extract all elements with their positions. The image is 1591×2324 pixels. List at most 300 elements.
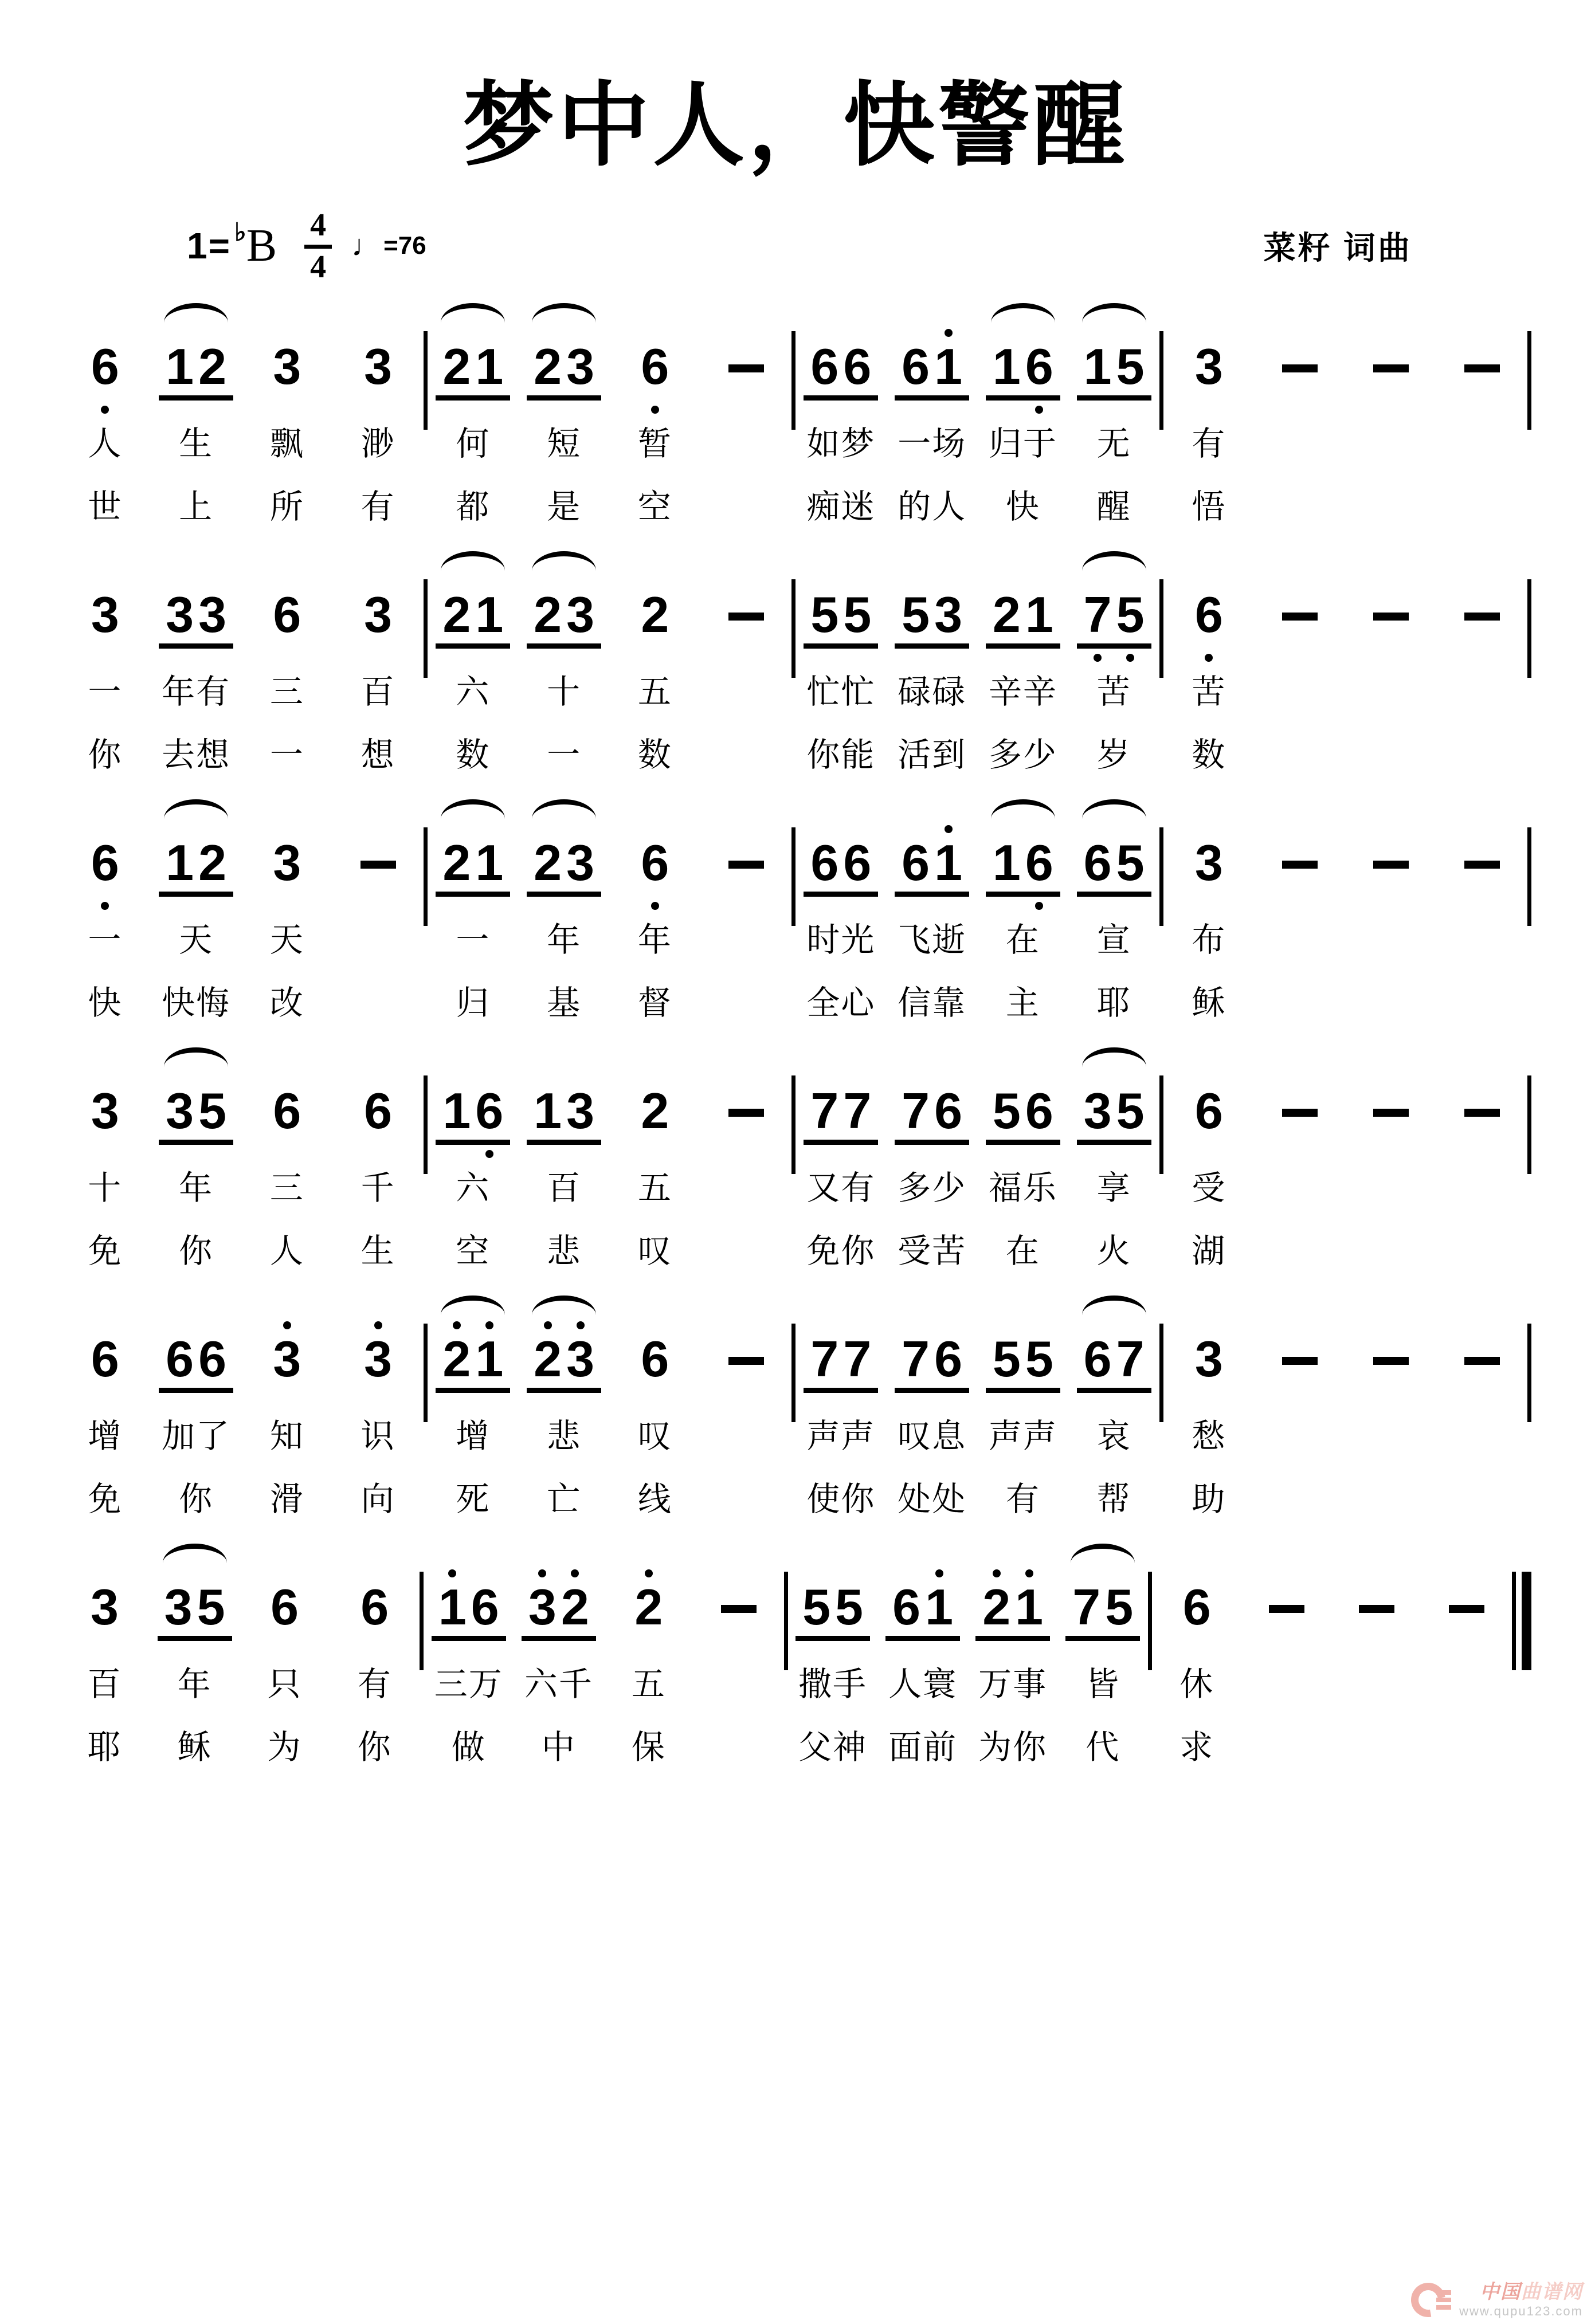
- note-digit: 1: [992, 338, 1021, 395]
- lyric-verse2-syllable: [1346, 983, 1437, 1022]
- slur-arc: [1082, 799, 1146, 824]
- note-digit: 3: [526, 1582, 559, 1632]
- duration-dash: [1373, 861, 1409, 869]
- slur-arc: [441, 303, 505, 328]
- note-digit: 1: [992, 834, 1021, 891]
- lyric-verse2-syllable: 在: [1005, 1232, 1040, 1270]
- note-digits: [1444, 1582, 1489, 1641]
- note-group: [878, 1549, 968, 1766]
- note-digits: [1460, 341, 1504, 401]
- note-group: [1346, 556, 1437, 774]
- note-digits: [895, 338, 969, 401]
- duration-dash: [728, 1357, 764, 1365]
- lyric-verse1-syllable: 福乐: [988, 1169, 1057, 1207]
- lyric-verse1-syllable: 增: [88, 1418, 123, 1455]
- lyric-verse2-syllable: [332, 983, 424, 1022]
- score-body: [0, 308, 1591, 1766]
- note-digit: 6: [360, 1579, 389, 1635]
- note-group: [519, 804, 610, 1022]
- octave-dot-high: [485, 1321, 493, 1329]
- lyric-verse2-syllable: 世: [88, 488, 123, 526]
- note-group: [151, 556, 242, 774]
- barline: [1159, 1324, 1163, 1422]
- lyric-verse2-syllable: 所: [269, 488, 304, 526]
- lyric-verse1-syllable: 知: [269, 1418, 304, 1455]
- lyric-verse1-syllable: [1255, 1416, 1346, 1455]
- note-digits: [527, 586, 601, 649]
- note-digit: 1: [1013, 1582, 1045, 1632]
- note-group: [887, 804, 978, 1022]
- barline: [791, 1075, 796, 1174]
- note-digit: 3: [91, 1579, 119, 1635]
- barline: [424, 579, 428, 678]
- note-group: [1163, 556, 1255, 774]
- note-group: [610, 804, 701, 1022]
- lyric-verse2-syllable: [700, 486, 791, 525]
- note-group: [788, 1549, 878, 1766]
- barline: [424, 1075, 428, 1174]
- lyric-verse2-syllable: 有: [360, 488, 395, 526]
- note-digit: 6: [473, 1086, 505, 1136]
- note-digits: [895, 1330, 969, 1393]
- lyric-verse2-syllable: 上: [179, 488, 214, 526]
- slur-arc: [441, 799, 505, 824]
- note-digit: 6: [91, 1330, 119, 1387]
- note-digit: 7: [810, 1330, 839, 1387]
- lyric-verse1-syllable: 人: [88, 425, 123, 463]
- note-digit: 2: [442, 834, 471, 891]
- lyric-verse2-syllable: [1436, 983, 1527, 1022]
- lyric-verse2-syllable: [700, 735, 791, 774]
- lyric-verse2-syllable: 免: [88, 1232, 123, 1270]
- lyric-verse1-syllable: 归于: [988, 425, 1057, 463]
- note-digits: [1077, 834, 1151, 897]
- note-digits: [1460, 838, 1504, 897]
- note-digit: 6: [902, 834, 930, 891]
- lyric-verse2-syllable: 求: [1179, 1729, 1214, 1766]
- lyric-verse2-syllable: [1242, 1727, 1332, 1766]
- note-digits: [266, 1082, 308, 1145]
- slur-arc: [991, 303, 1055, 328]
- note-digits: [1176, 1579, 1218, 1641]
- lyric-verse2-syllable: 岁: [1096, 736, 1131, 774]
- slur-arc: [164, 303, 228, 328]
- note-group: [151, 308, 242, 525]
- note-digits: [527, 1082, 601, 1145]
- note-digits: [1354, 1582, 1399, 1641]
- octave-dot-high: [571, 1569, 579, 1577]
- duration-dash: [1373, 1109, 1409, 1117]
- octave-dot-high: [448, 1569, 456, 1577]
- barline: [1527, 1324, 1531, 1422]
- lyric-verse2-syllable: 数: [637, 736, 672, 774]
- note-group: [700, 804, 791, 1022]
- note-digit: 1: [166, 338, 194, 395]
- note-group: [796, 1301, 887, 1518]
- lyric-verse2-syllable: 稣: [1192, 984, 1226, 1022]
- lyric-verse2-syllable: 你: [88, 736, 123, 774]
- lyric-verse2-syllable: 督: [637, 984, 672, 1022]
- note-digit: 5: [197, 1579, 225, 1635]
- lyric-verse2-syllable: [1332, 1727, 1422, 1766]
- note-digit: 3: [364, 586, 393, 643]
- note-digits: [1369, 1086, 1413, 1145]
- lyric-verse1-syllable: [1436, 1416, 1527, 1455]
- note-digit: 6: [89, 341, 122, 392]
- note-digit: 5: [810, 586, 839, 643]
- score-header: [0, 203, 1591, 289]
- octave-dot-low: [1094, 654, 1102, 662]
- lyric-verse1-syllable: 享: [1096, 1169, 1131, 1207]
- note-digits: [1277, 341, 1322, 401]
- note-digits: [986, 338, 1060, 401]
- note-digit: 6: [198, 1330, 227, 1387]
- lyric-verse2-syllable: [1255, 1231, 1346, 1270]
- barline: [424, 827, 428, 926]
- barline: [791, 1324, 796, 1422]
- lyric-verse2-syllable: 火: [1096, 1232, 1131, 1270]
- note-digit: 3: [166, 586, 194, 643]
- note-digit: 1: [436, 1582, 469, 1632]
- barline: [791, 579, 796, 678]
- note-digits: [436, 834, 510, 897]
- watermark-url: www.qupu123.com: [1459, 2304, 1583, 2318]
- lyric-verse1-syllable: 三: [269, 673, 304, 711]
- note-digits: [1460, 1334, 1504, 1393]
- lyric-verse2-syllable: 悲: [547, 1232, 582, 1270]
- octave-dot-low: [651, 902, 659, 910]
- lyric-verse1-syllable: 只: [267, 1666, 302, 1703]
- lyric-verse1-syllable: 六: [456, 673, 491, 711]
- octave-dot-low: [1035, 902, 1043, 910]
- note-digit: 6: [810, 338, 839, 395]
- note-group: [60, 308, 151, 525]
- octave-dot-high: [945, 825, 953, 833]
- note-group: [700, 1053, 791, 1270]
- note-group: [1346, 1053, 1437, 1270]
- note-group: [150, 1549, 240, 1766]
- note-group: [700, 308, 791, 525]
- note-group: [60, 1549, 150, 1766]
- note-digits: [84, 1082, 126, 1145]
- octave-dot-high: [374, 1321, 382, 1329]
- lyric-verse2-syllable: 线: [637, 1481, 672, 1518]
- note-digits: [634, 1330, 676, 1393]
- note-group: [604, 1549, 693, 1766]
- octave-dot-high: [645, 1569, 653, 1577]
- duration-dash: [728, 613, 764, 621]
- barline: [424, 1324, 428, 1422]
- flat-sign-icon: ♭: [234, 218, 246, 246]
- note-group: [796, 308, 887, 525]
- note-group: [60, 804, 151, 1022]
- note-group: [796, 1053, 887, 1270]
- lyric-verse2-syllable: 湖: [1192, 1232, 1226, 1270]
- lyric-verse1-syllable: 何: [456, 425, 491, 463]
- note-group: [1058, 1549, 1148, 1766]
- lyric-verse1-syllable: 辛辛: [988, 673, 1057, 711]
- lyric-verse2-syllable: 面前: [888, 1729, 958, 1766]
- note-group: [1255, 804, 1346, 1022]
- note-group: [1255, 556, 1346, 774]
- note-digits: [724, 590, 769, 649]
- lyric-verse1-syllable: 有: [357, 1666, 392, 1703]
- note-digits: [266, 834, 308, 897]
- lyric-verse2-syllable: 中: [541, 1729, 576, 1766]
- lyric-verse2-syllable: 改: [269, 984, 304, 1022]
- note-digit: 3: [566, 1082, 595, 1139]
- lyric-verse2-syllable: 一: [269, 736, 304, 774]
- duration-dash: [1464, 364, 1500, 372]
- note-digits: [986, 1330, 1060, 1393]
- lyric-verse1-syllable: [1332, 1664, 1422, 1703]
- note-digits: [159, 834, 233, 897]
- lyric-verse1-syllable: 撒手: [798, 1666, 868, 1703]
- duration-dash: [728, 861, 764, 869]
- note-digit: 2: [632, 1582, 665, 1632]
- note-digits: [522, 1579, 596, 1641]
- lyric-verse2-syllable: 亡: [547, 1481, 582, 1518]
- lyric-verse1-syllable: 皆: [1086, 1666, 1120, 1703]
- note-group: [242, 556, 333, 774]
- watermark-brand: 中国曲谱网: [1480, 2280, 1583, 2303]
- barline: [1148, 1572, 1152, 1670]
- octave-dot-high: [453, 1321, 461, 1329]
- note-digit: 3: [91, 1082, 119, 1139]
- note-digit: 6: [271, 1579, 299, 1635]
- note-digits: [634, 1082, 676, 1145]
- time-signature: [304, 209, 332, 283]
- lyric-verse1-syllable: [1436, 423, 1527, 462]
- note-group: [1255, 1053, 1346, 1270]
- slur-arc: [1082, 551, 1146, 576]
- lyric-verse1-syllable: 无: [1096, 425, 1131, 463]
- lyric-verse2-syllable: 耶: [1096, 984, 1131, 1022]
- note-group: [1436, 804, 1527, 1022]
- note-digit: 1: [1025, 586, 1053, 643]
- note-group: [1163, 308, 1255, 525]
- note-digits: [432, 1579, 506, 1641]
- note-digit: 2: [198, 834, 227, 891]
- note-digit: 2: [531, 1334, 564, 1384]
- note-digits: [1188, 586, 1230, 649]
- lyric-verse1-syllable: [693, 1664, 783, 1703]
- note-digit: 7: [843, 1330, 872, 1387]
- octave-dot-high: [993, 1569, 1001, 1577]
- note-digits: [1369, 1334, 1413, 1393]
- note-digits: [159, 1330, 233, 1393]
- note-group: [610, 308, 701, 525]
- sheet-music-page: [0, 73, 1591, 2323]
- lyric-verse2-syllable: [1346, 486, 1437, 525]
- lyric-verse2-syllable: 归: [456, 984, 491, 1022]
- note-digits: [804, 1082, 878, 1145]
- lyric-verse2-syllable: [1436, 1231, 1527, 1270]
- lyric-verse1-syllable: 碌碌: [898, 673, 967, 711]
- note-group: [1163, 1053, 1255, 1270]
- lyric-verse1-syllable: 识: [360, 1418, 395, 1455]
- note-digit: 5: [198, 1082, 227, 1139]
- lyric-verse2-syllable: 有: [1005, 1481, 1040, 1518]
- lyric-verse2-syllable: 滑: [269, 1481, 304, 1518]
- lyric-verse1-syllable: [1255, 672, 1346, 710]
- barline: [791, 331, 796, 430]
- note-digits: [436, 586, 510, 649]
- lyric-verse1-syllable: 年: [637, 921, 672, 959]
- note-digits: [1369, 341, 1413, 401]
- note-digit: 3: [566, 586, 595, 643]
- duration-dash: [1359, 1605, 1394, 1613]
- lyric-verse2-syllable: 醒: [1096, 488, 1131, 526]
- duration-dash: [1373, 1357, 1409, 1365]
- lyric-verse1-syllable: 五: [637, 1169, 672, 1207]
- lyric-verse2-syllable: 为你: [978, 1729, 1048, 1766]
- lyric-verse1-syllable: 声声: [806, 1418, 876, 1455]
- note-digit: 3: [1194, 834, 1223, 891]
- note-group: [1242, 1549, 1332, 1766]
- lyric-verse2-syllable: [1436, 1479, 1527, 1518]
- lyric-verse2-syllable: [693, 1727, 783, 1766]
- barline: [1527, 331, 1531, 430]
- note-group: [519, 1053, 610, 1270]
- barline: [1159, 331, 1163, 430]
- time-signature-denominator: 4: [310, 249, 327, 285]
- lyric-verse2-syllable: 你: [179, 1232, 214, 1270]
- lyric-verse1-syllable: 宣: [1096, 921, 1131, 959]
- note-digits: [84, 586, 126, 649]
- music-system-6: [0, 1549, 1591, 1766]
- lyric-verse2-syllable: 痴迷: [806, 488, 876, 526]
- lyric-verse2-syllable: 为: [267, 1729, 302, 1766]
- duration-dash: [1282, 364, 1318, 372]
- note-digits: [356, 838, 401, 897]
- lyric-verse2-syllable: 空: [456, 1232, 491, 1270]
- music-system-5: [0, 1301, 1591, 1518]
- note-group: [60, 1053, 151, 1270]
- note-digit: 1: [475, 338, 504, 395]
- lyric-verse1-syllable: 飘: [269, 425, 304, 463]
- note-digits: [804, 1330, 878, 1393]
- note-digits: [804, 834, 878, 897]
- barline: [1159, 827, 1163, 926]
- lyric-verse2-syllable: 你能: [806, 736, 876, 774]
- octave-dot-low: [101, 406, 109, 414]
- qupu-logo-icon: [1411, 2283, 1451, 2317]
- note-digit: 2: [534, 834, 562, 891]
- slur-arc: [1082, 1047, 1146, 1072]
- octave-dot-low: [101, 902, 109, 910]
- tempo-marking: [351, 231, 426, 261]
- octave-dot-high: [1025, 1569, 1033, 1577]
- lyric-verse2-syllable: 生: [360, 1232, 395, 1270]
- note-group: [978, 1301, 1069, 1518]
- octave-dot-high: [538, 1569, 546, 1577]
- lyric-verse2-syllable: 死: [456, 1481, 491, 1518]
- note-digit: 7: [1116, 1330, 1145, 1387]
- note-digit: 2: [559, 1582, 591, 1632]
- note-group: [424, 1549, 514, 1766]
- lyric-verse1-syllable: 天: [269, 921, 304, 959]
- note-digit: 2: [641, 1082, 669, 1139]
- note-group: [887, 1301, 978, 1518]
- octave-dot-high: [283, 1321, 291, 1329]
- lyric-verse2-syllable: 向: [360, 1481, 395, 1518]
- note-group: [610, 556, 701, 774]
- note-digit: 3: [91, 586, 119, 643]
- tempo-value: =76: [383, 231, 426, 260]
- lyric-verse1-syllable: [1346, 672, 1437, 710]
- lyric-verse1-syllable: 百: [547, 1169, 582, 1207]
- lyric-verse2-syllable: [1436, 735, 1527, 774]
- note-group: [1346, 1301, 1437, 1518]
- note-group: [700, 1301, 791, 1518]
- lyric-verse1-syllable: 忙忙: [806, 673, 876, 711]
- note-digits: [634, 338, 676, 401]
- slur-arc: [441, 1296, 505, 1320]
- note-digit: 5: [843, 586, 872, 643]
- note-digits: [1077, 1330, 1151, 1393]
- note-digits: [84, 1579, 126, 1641]
- lyric-verse2-syllable: [1255, 1479, 1346, 1518]
- note-group: [1436, 1301, 1527, 1518]
- lyric-verse1-syllable: [700, 1416, 791, 1455]
- note-digit: 6: [843, 338, 872, 395]
- note-digits: [724, 1334, 769, 1393]
- note-digits: [84, 834, 126, 897]
- note-digit: 7: [843, 1082, 872, 1139]
- music-system-2: [0, 556, 1591, 774]
- note-digits: [264, 1579, 305, 1641]
- note-digits: [84, 1330, 126, 1393]
- time-signature-numerator: 4: [304, 209, 332, 249]
- lyric-verse2-syllable: 一: [547, 736, 582, 774]
- lyric-verse1-syllable: 三: [269, 1169, 304, 1207]
- note-group: [151, 1053, 242, 1270]
- lyric-verse1-syllable: 布: [1192, 921, 1226, 959]
- lyric-verse2-syllable: 活到: [898, 736, 967, 774]
- lyric-verse2-syllable: 父神: [798, 1729, 868, 1766]
- note-group: [978, 308, 1069, 525]
- note-digits: [724, 341, 769, 401]
- lyric-verse1-syllable: 百: [87, 1666, 122, 1703]
- barline: [1159, 579, 1163, 678]
- lyric-verse1-syllable: 年: [177, 1666, 212, 1703]
- lyric-verse1-syllable: [700, 672, 791, 710]
- octave-dot-high: [577, 1321, 585, 1329]
- lyric-verse1-syllable: 有: [1192, 425, 1226, 463]
- duration-dash: [1269, 1605, 1304, 1613]
- note-digit: 6: [471, 1579, 499, 1635]
- note-digits: [266, 338, 308, 401]
- note-digit: 6: [166, 1330, 194, 1387]
- duration-dash: [1464, 1109, 1500, 1117]
- note-digits: [84, 338, 126, 401]
- lyric-verse1-syllable: 渺: [360, 425, 395, 463]
- barline: [1527, 579, 1531, 678]
- lyric-verse1-syllable: [1436, 672, 1527, 710]
- lyric-verse2-syllable: [1436, 486, 1527, 525]
- lyric-verse1-syllable: 苦: [1192, 673, 1226, 711]
- lyric-verse2-syllable: 信靠: [898, 984, 967, 1022]
- note-digit: 7: [902, 1330, 930, 1387]
- note-digit: 5: [1116, 1082, 1145, 1139]
- note-group: [1255, 1301, 1346, 1518]
- slur-arc: [1082, 303, 1146, 328]
- note-group: [242, 1301, 333, 1518]
- octave-dot-low: [1126, 654, 1134, 662]
- duration-dash: [1282, 1109, 1318, 1117]
- lyric-verse1-syllable: 一: [88, 673, 123, 711]
